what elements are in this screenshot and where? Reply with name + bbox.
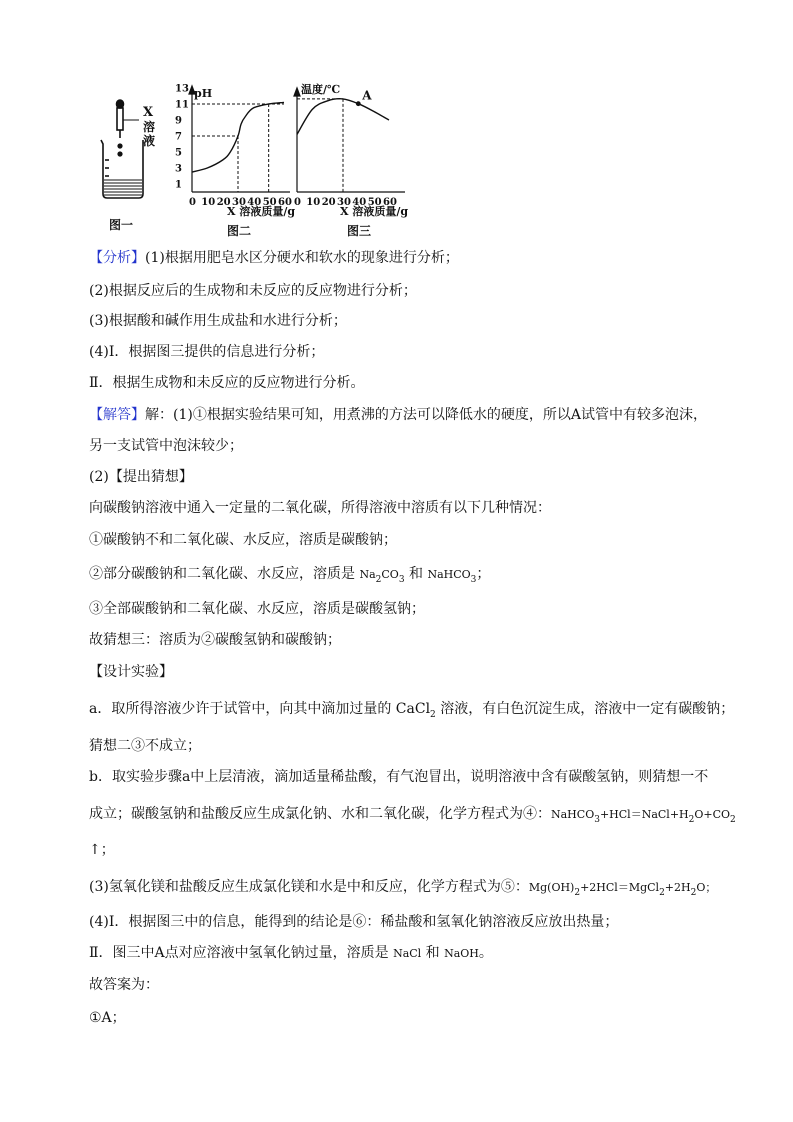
fig3-point-a-label: A bbox=[362, 88, 372, 103]
fig2-y-tick: 7 bbox=[175, 131, 182, 143]
fig1-caption: 图一 bbox=[109, 218, 134, 232]
fig3-y-arrow bbox=[294, 88, 300, 96]
fig3-x-tick: 10 bbox=[306, 197, 321, 208]
fig2-y-tick: 11 bbox=[175, 99, 189, 111]
fig3-x-tick: 60 bbox=[383, 197, 397, 208]
analysis-line-5: Ⅱ．根据生成物和未反应的反应物进行分析。 bbox=[89, 375, 365, 391]
dropper-tube bbox=[117, 108, 123, 130]
answer-line-18: 故答案为： bbox=[89, 977, 159, 993]
answer-line-1 bbox=[89, 405, 707, 425]
fig3-x-tick: 20 bbox=[321, 197, 336, 208]
answer-line-6: ②部分碳酸钠和二氧化碳、水反应，溶质是 $Na_2CO_3$ 和 NaHCO$_3$； bbox=[89, 566, 491, 585]
fig2-x-tick: 30 bbox=[232, 197, 246, 208]
analysis-text-1: (1)根据用肥皂水区分硬水和软水的现象进行分析； bbox=[145, 250, 459, 266]
answer-line-15: (3)氢氧化镁和盐酸反应生成氯化镁和水是中和反应，化学方程式为⑤：$Mg(OH)_2+2HCl=MgCl_2+2H_2O$； bbox=[89, 879, 717, 898]
fig1-label-rong: 溶 bbox=[143, 120, 156, 134]
fig2-y-tick: 9 bbox=[175, 115, 182, 127]
answer-line-11: 猜想二③不成立； bbox=[89, 738, 201, 754]
fig2-x-tick: 50 bbox=[262, 197, 277, 208]
answer-text-1: 解：(1)①根据实验结果可知，用煮沸的方法可以降低水的硬度，所以A试管中有较多泡沫， bbox=[145, 407, 707, 423]
figure-1-beaker bbox=[95, 78, 165, 238]
answer-line-12: b．取实验步骤a中上层清液，滴加适量稀盐酸，有气泡冒出，说明溶液中含有碳酸氢钠，则猜想一不 bbox=[89, 769, 709, 785]
fig2-x-tick: 0 bbox=[189, 197, 196, 208]
figure-3-temperature-chart bbox=[285, 78, 420, 240]
fig3-x-tick: 50 bbox=[367, 197, 382, 208]
fig1-label-ye: 液 bbox=[143, 134, 156, 148]
answer-tag: 【解答】 bbox=[89, 407, 145, 423]
answer-line-17: Ⅱ．图三中A点对应溶液中氢氧化钠过量，溶质是 NaCl 和 NaOH。 bbox=[89, 945, 493, 961]
answer-line-2: 另一支试管中泡沫较少； bbox=[89, 438, 243, 454]
fig2-y-tick: 1 bbox=[175, 179, 182, 191]
analysis-tag: 【分析】 bbox=[89, 250, 145, 266]
answer-line-13: 成立；碳酸氢钠和盐酸反应生成氯化钠、水和二氧化碳，化学方程式为④：$NaHCO_3+HCl=NaCl+H_2O+CO_2$ bbox=[89, 806, 736, 825]
fig2-y-tick: 13 bbox=[175, 83, 189, 95]
fig3-y-label: 温度/℃ bbox=[301, 83, 341, 96]
fig1-label-x: X bbox=[143, 105, 154, 120]
figure-2-ph-chart bbox=[170, 78, 295, 240]
answer-line-3: (2)【提出猜想】 bbox=[89, 469, 193, 485]
analysis-line-4: (4)Ⅰ．根据图三提供的信息进行分析； bbox=[89, 344, 325, 360]
fig3-caption: 图三 bbox=[347, 224, 372, 238]
analysis-line-3: (3)根据酸和碱作用生成盐和水进行分析； bbox=[89, 313, 347, 329]
fig3-point-a bbox=[356, 101, 361, 106]
fig2-x-tick: 40 bbox=[247, 197, 262, 208]
fig3-x-tick: 30 bbox=[337, 197, 351, 208]
fig2-x-tick: 20 bbox=[216, 197, 231, 208]
fig2-x-tick: 10 bbox=[201, 197, 216, 208]
answer-line-19: ①A； bbox=[89, 1010, 126, 1026]
fig2-y-tick: 3 bbox=[175, 163, 182, 175]
answer-line-14: ↑； bbox=[89, 842, 115, 858]
answer-line-16: (4)Ⅰ．根据图三中的信息，能得到的结论是⑥：稀盐酸和氢氧化钠溶液反应放出热量； bbox=[89, 914, 619, 930]
answer-line-7: ③全部碳酸钠和二氧化碳、水反应，溶质是碳酸氢钠； bbox=[89, 601, 425, 617]
analysis-line-1 bbox=[89, 248, 459, 268]
fig2-y-tick: 5 bbox=[175, 147, 182, 159]
fig3-x-tick: 0 bbox=[294, 197, 301, 208]
fig2-x-label: X 溶液质量/g bbox=[227, 205, 295, 218]
answer-line-10: a．取所得溶液少许于试管中，向其中滴加过量的 CaCl$_2$ 溶液，有白色沉淀生成，溶液中一定有碳酸钠； bbox=[89, 701, 735, 720]
dropper-bulb bbox=[117, 100, 124, 108]
fig2-caption: 图二 bbox=[227, 224, 252, 238]
answer-line-4: 向碳酸钠溶液中通入一定量的二氧化碳，所得溶液中溶质有以下几种情况： bbox=[89, 500, 551, 516]
fig3-x-label: X 溶液质量/g bbox=[340, 205, 409, 218]
fig2-x-tick: 60 bbox=[278, 197, 292, 208]
answer-line-9: 【设计实验】 bbox=[89, 664, 173, 680]
fig2-y-label: pH bbox=[194, 87, 213, 100]
answer-line-8: 故猜想三：溶质为②碳酸氢钠和碳酸钠； bbox=[89, 632, 341, 648]
analysis-line-2: (2)根据反应后的生成物和未反应的反应物进行分析； bbox=[89, 283, 417, 299]
fig3-x-tick: 40 bbox=[352, 197, 367, 208]
answer-line-5: ①碳酸钠不和二氧化碳、水反应，溶质是碳酸钠； bbox=[89, 532, 397, 548]
